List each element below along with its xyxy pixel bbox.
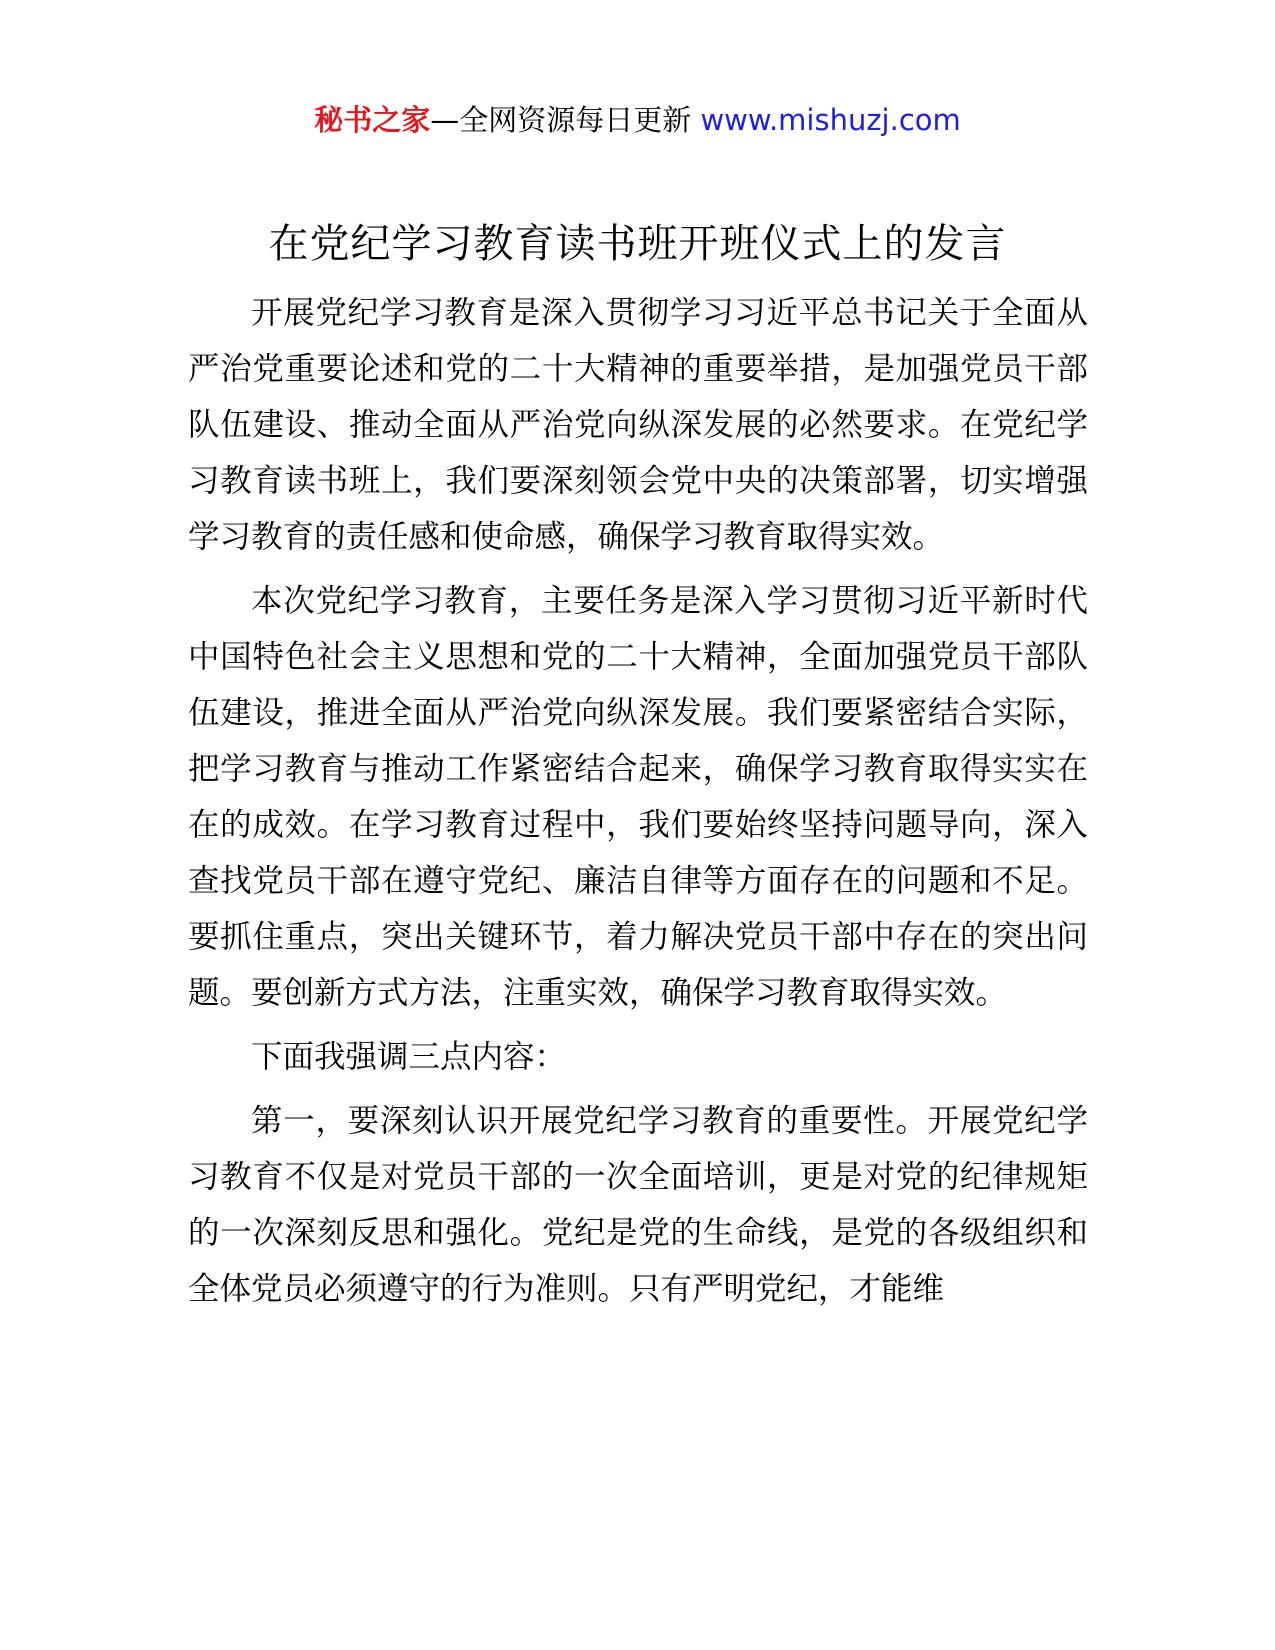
brand-name: 秘书之家 [314,103,431,137]
paragraph: 第一，要深刻认识开展党纪学习教育的重要性。开展党纪学习教育不仅是对党员干部的一次全面培训，更是对党的纪律规矩的一次深刻反思和强化。党纪是党的生命线，是党的各级组织和全体党员必须遵守的行为准则。只有严明党纪，才能维 [188,1103,1088,1307]
paragraph: 本次党纪学习教育，主要任务是深入学习贯彻习近平新时代中国特色社会主义思想和党的二十大精神，全面加强党员干部队伍建设，推进全面从严治党向纵深发展。我们要紧密结合实际，把学习教育与推动工作紧密结合起来，确保学习教育取得实实在在的成效。在学习教育过程中，我们要始终坚持问题导向，深入查找党员干部在遵守党纪、廉洁自律等方面存在的问题和不足。要抓住重点，突出关键环节，着力解决党员干部中存在的突出问题。要创新方式方法，注重实效，确保学习教育取得实效。 [188,583,1088,1011]
paragraph: 下面我强调三点内容： [251,1039,567,1075]
paragraph: 开展党纪学习教育是深入贯彻学习习近平总书记关于全面从严治党重要论述和党的二十大精神的重要举措，是加强党员干部队伍建设、推动全面从严治党向纵深发展的必然要求。在党纪学习教育读书班上，我们要深刻领会党中央的决策部署，切实增强学习教育的责任感和使命感，确保学习教育取得实效。 [188,295,1088,555]
site-header [0,100,1275,140]
site-tagline: —全网资源每日更新 [430,103,692,137]
site-url-link[interactable]: www.mishuzj.com [700,103,961,137]
document-title: 在党纪学习教育读书班开班仪式上的发言 [268,221,1007,267]
document-body [188,285,1088,1325]
